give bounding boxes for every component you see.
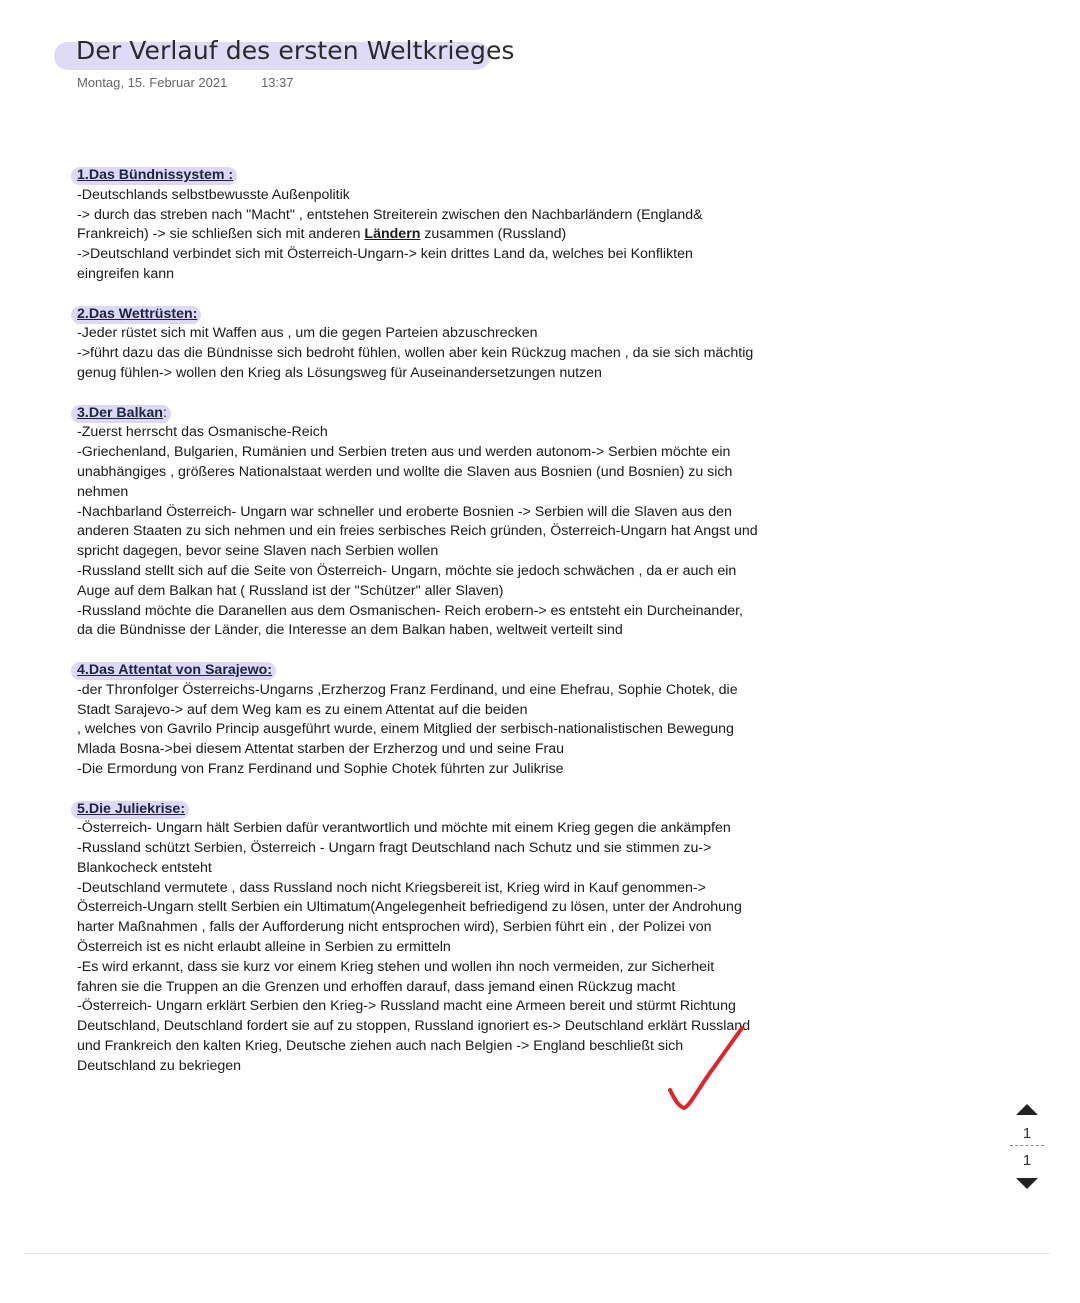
text-line: -Russland möchte die Daranellen aus dem Osmanischen- Reich erobern-> es entsteht ein Durcheinander, xyxy=(77,602,743,619)
page-title[interactable]: Der Verlauf des ersten Weltkrieges xyxy=(76,36,515,65)
text-line: Deutschland zu bekriegen xyxy=(77,1057,242,1074)
text-fragment: Frankreich) -> sie schließen sich mit anderen xyxy=(77,226,365,243)
text-line: Mlada Bosna->bei diesem Attentat starben der Erzherzog und und seine Frau xyxy=(77,741,565,758)
text-line: , welches von Gavrilo Princip ausgeführt wurde, einem Mitglied der serbisch-nationalistischen Bewegung xyxy=(77,721,734,738)
text-line: Blankocheck entsteht xyxy=(77,859,212,876)
text-line: -Russland schützt Serbien, Österreich - Ungarn fragt Deutschland nach Schutz und sie stimmen zu-> xyxy=(77,840,712,857)
text-line: -> durch das streben nach "Macht" , entstehen Streiterein zwischen den Nachbarländern (England& xyxy=(77,206,703,223)
total-page-number: 1 xyxy=(1022,1152,1032,1169)
section-heading-text: 5.Die Juliekrise: xyxy=(77,800,186,817)
note-body[interactable] xyxy=(77,166,797,1096)
section-wettruesten xyxy=(77,305,797,384)
text-line: Österreich-Ungarn stellt Serbien ein Ultimatum(Angelegenheit befriedigend zu lösen, unter der Androhung xyxy=(77,899,742,916)
section-heading xyxy=(77,404,167,424)
text-line: Österreich ist es nicht erlaubt alleine in Serbien zu ermitteln xyxy=(77,939,451,956)
section-balkan xyxy=(77,404,797,642)
section-heading xyxy=(77,305,197,325)
section-attentat-sarajewo xyxy=(77,661,797,780)
text-line: -Deutschland vermutete , dass Russland noch nicht Kriegsbereit ist, Krieg wird in Kauf genommen-> xyxy=(77,879,706,896)
text-line: -der Thronfolger Österreichs-Ungarns ,Erzherzog Franz Ferdinand, und eine Ehefrau, Sophie Chotek, die xyxy=(77,681,738,698)
text-line: ->führt dazu das die Bündnisse sich bedroht fühlen, wollen aber kein Rückzug machen , da sie sich mächtig xyxy=(77,345,754,362)
text-line: anderen Staaten zu sich nehmen und ein freies serbisches Reich gründen, Österreich-Ungarn hat Angst und xyxy=(77,523,758,540)
page-up-icon[interactable] xyxy=(1016,1104,1038,1115)
red-checkmark-icon xyxy=(660,1020,760,1116)
text-line: und Frankreich den kalten Krieg, Deutsche ziehen auch nach Belgien -> England beschließt sich xyxy=(77,1038,684,1055)
text-line: -Es wird erkannt, dass sie kurz vor einem Krieg stehen und wollen ihn noch vermeiden, zur Sicherheit xyxy=(77,958,715,975)
text-line: -Zuerst herrscht das Osmanische-Reich xyxy=(77,424,328,441)
text-line: harter Maßnahmen , falls der Aufforderung nicht entsprochen wird), Serbien führt ein , der Polizei von xyxy=(77,919,712,936)
text-line: -Die Ermordung von Franz Ferdinand und Sophie Chotek führten zur Julikrise xyxy=(77,760,564,777)
text-line: -Österreich- Ungarn erklärt Serbien den Krieg-> Russland macht eine Armeen bereit und stürmt Richtung xyxy=(77,998,736,1015)
heading-suffix: : xyxy=(162,404,167,421)
text-line: -Jeder rüstet sich mit Waffen aus , um die gegen Parteien abzuschrecken xyxy=(77,325,538,342)
section-buendnissystem xyxy=(77,166,797,285)
current-page-number: 1 xyxy=(1010,1123,1044,1146)
text-line: fahren sie die Truppen an die Grenzen und erhoffen darauf, dass jemand einen Rückzug macht xyxy=(77,978,676,995)
text-line: unabhängiges , größeres Nationalstaat werden und wollte die Slaven aus Bosnien (und Bosnien) zu sich xyxy=(77,463,733,480)
section-heading-text: 1.Das Bündnissystem : xyxy=(77,167,234,183)
note-time: 13:37 xyxy=(260,75,294,90)
text-line: -Nachbarland Österreich- Ungarn war schneller und eroberte Bosnien -> Serbien will die Slaven aus den xyxy=(77,503,732,520)
section-heading xyxy=(77,166,233,186)
text-line xyxy=(77,225,797,245)
section-heading-text: 3.Der Balkan xyxy=(77,404,163,421)
text-fragment: zusammen (Russland) xyxy=(420,226,567,243)
note-date: Montag, 15. Februar 2021 xyxy=(77,75,228,90)
text-line: spricht dagegen, bevor seine Slaven nach Serbien wollen xyxy=(77,543,439,560)
text-line: ->Deutschland verbindet sich mit Österreich-Ungarn-> kein drittes Land da, welches bei Konflikten xyxy=(77,246,693,263)
text-line: genug fühlen-> wollen den Krieg als Lösungsweg für Auseinandersetzungen nutzen xyxy=(77,364,602,381)
text-line: Auge auf dem Balkan hat ( Russland ist der "Schützer" aller Slaven) xyxy=(77,582,504,599)
section-heading-text: 4.Das Attentat von Sarajewo: xyxy=(77,661,272,678)
text-line: nehmen xyxy=(77,483,129,500)
title-area xyxy=(52,36,515,65)
note-meta xyxy=(77,75,324,90)
section-heading-text: 2.Das Wettrüsten: xyxy=(77,305,198,322)
text-line: da die Bündnisse der Länder, die Interesse an dem Balkan haben, weltweit verteilt sind xyxy=(77,622,623,639)
text-line: -Russland stellt sich auf die Seite von Österreich- Ungarn, möchte sie jedoch schwächen , da er auch ein xyxy=(77,562,737,579)
text-line: Stadt Sarajevo-> auf dem Weg kam es zu einem Attentat auf die beiden xyxy=(77,701,528,718)
bottom-divider xyxy=(24,1253,1050,1254)
text-line: eingreifen kann xyxy=(77,265,175,282)
text-line: -Griechenland, Bulgarien, Rumänien und Serbien treten aus und werden autonom-> Serbien möchte ein xyxy=(77,444,731,461)
section-heading xyxy=(77,661,272,681)
text-line: -Österreich- Ungarn hält Serbien dafür verantwortlich und möchte mit einem Krieg gegen die ankämpfen xyxy=(77,820,731,837)
text-line: Deutschland, Deutschland fordert sie auf zu stoppen, Russland ignoriert es-> Deutschland erklärt Russland xyxy=(77,1018,751,1035)
page-down-icon[interactable] xyxy=(1016,1178,1038,1189)
emphasized-word: Ländern xyxy=(364,226,421,243)
section-heading xyxy=(77,800,185,820)
text-line: -Deutschlands selbstbewusste Außenpolitik xyxy=(77,186,350,203)
page-navigator xyxy=(1008,1104,1046,1204)
